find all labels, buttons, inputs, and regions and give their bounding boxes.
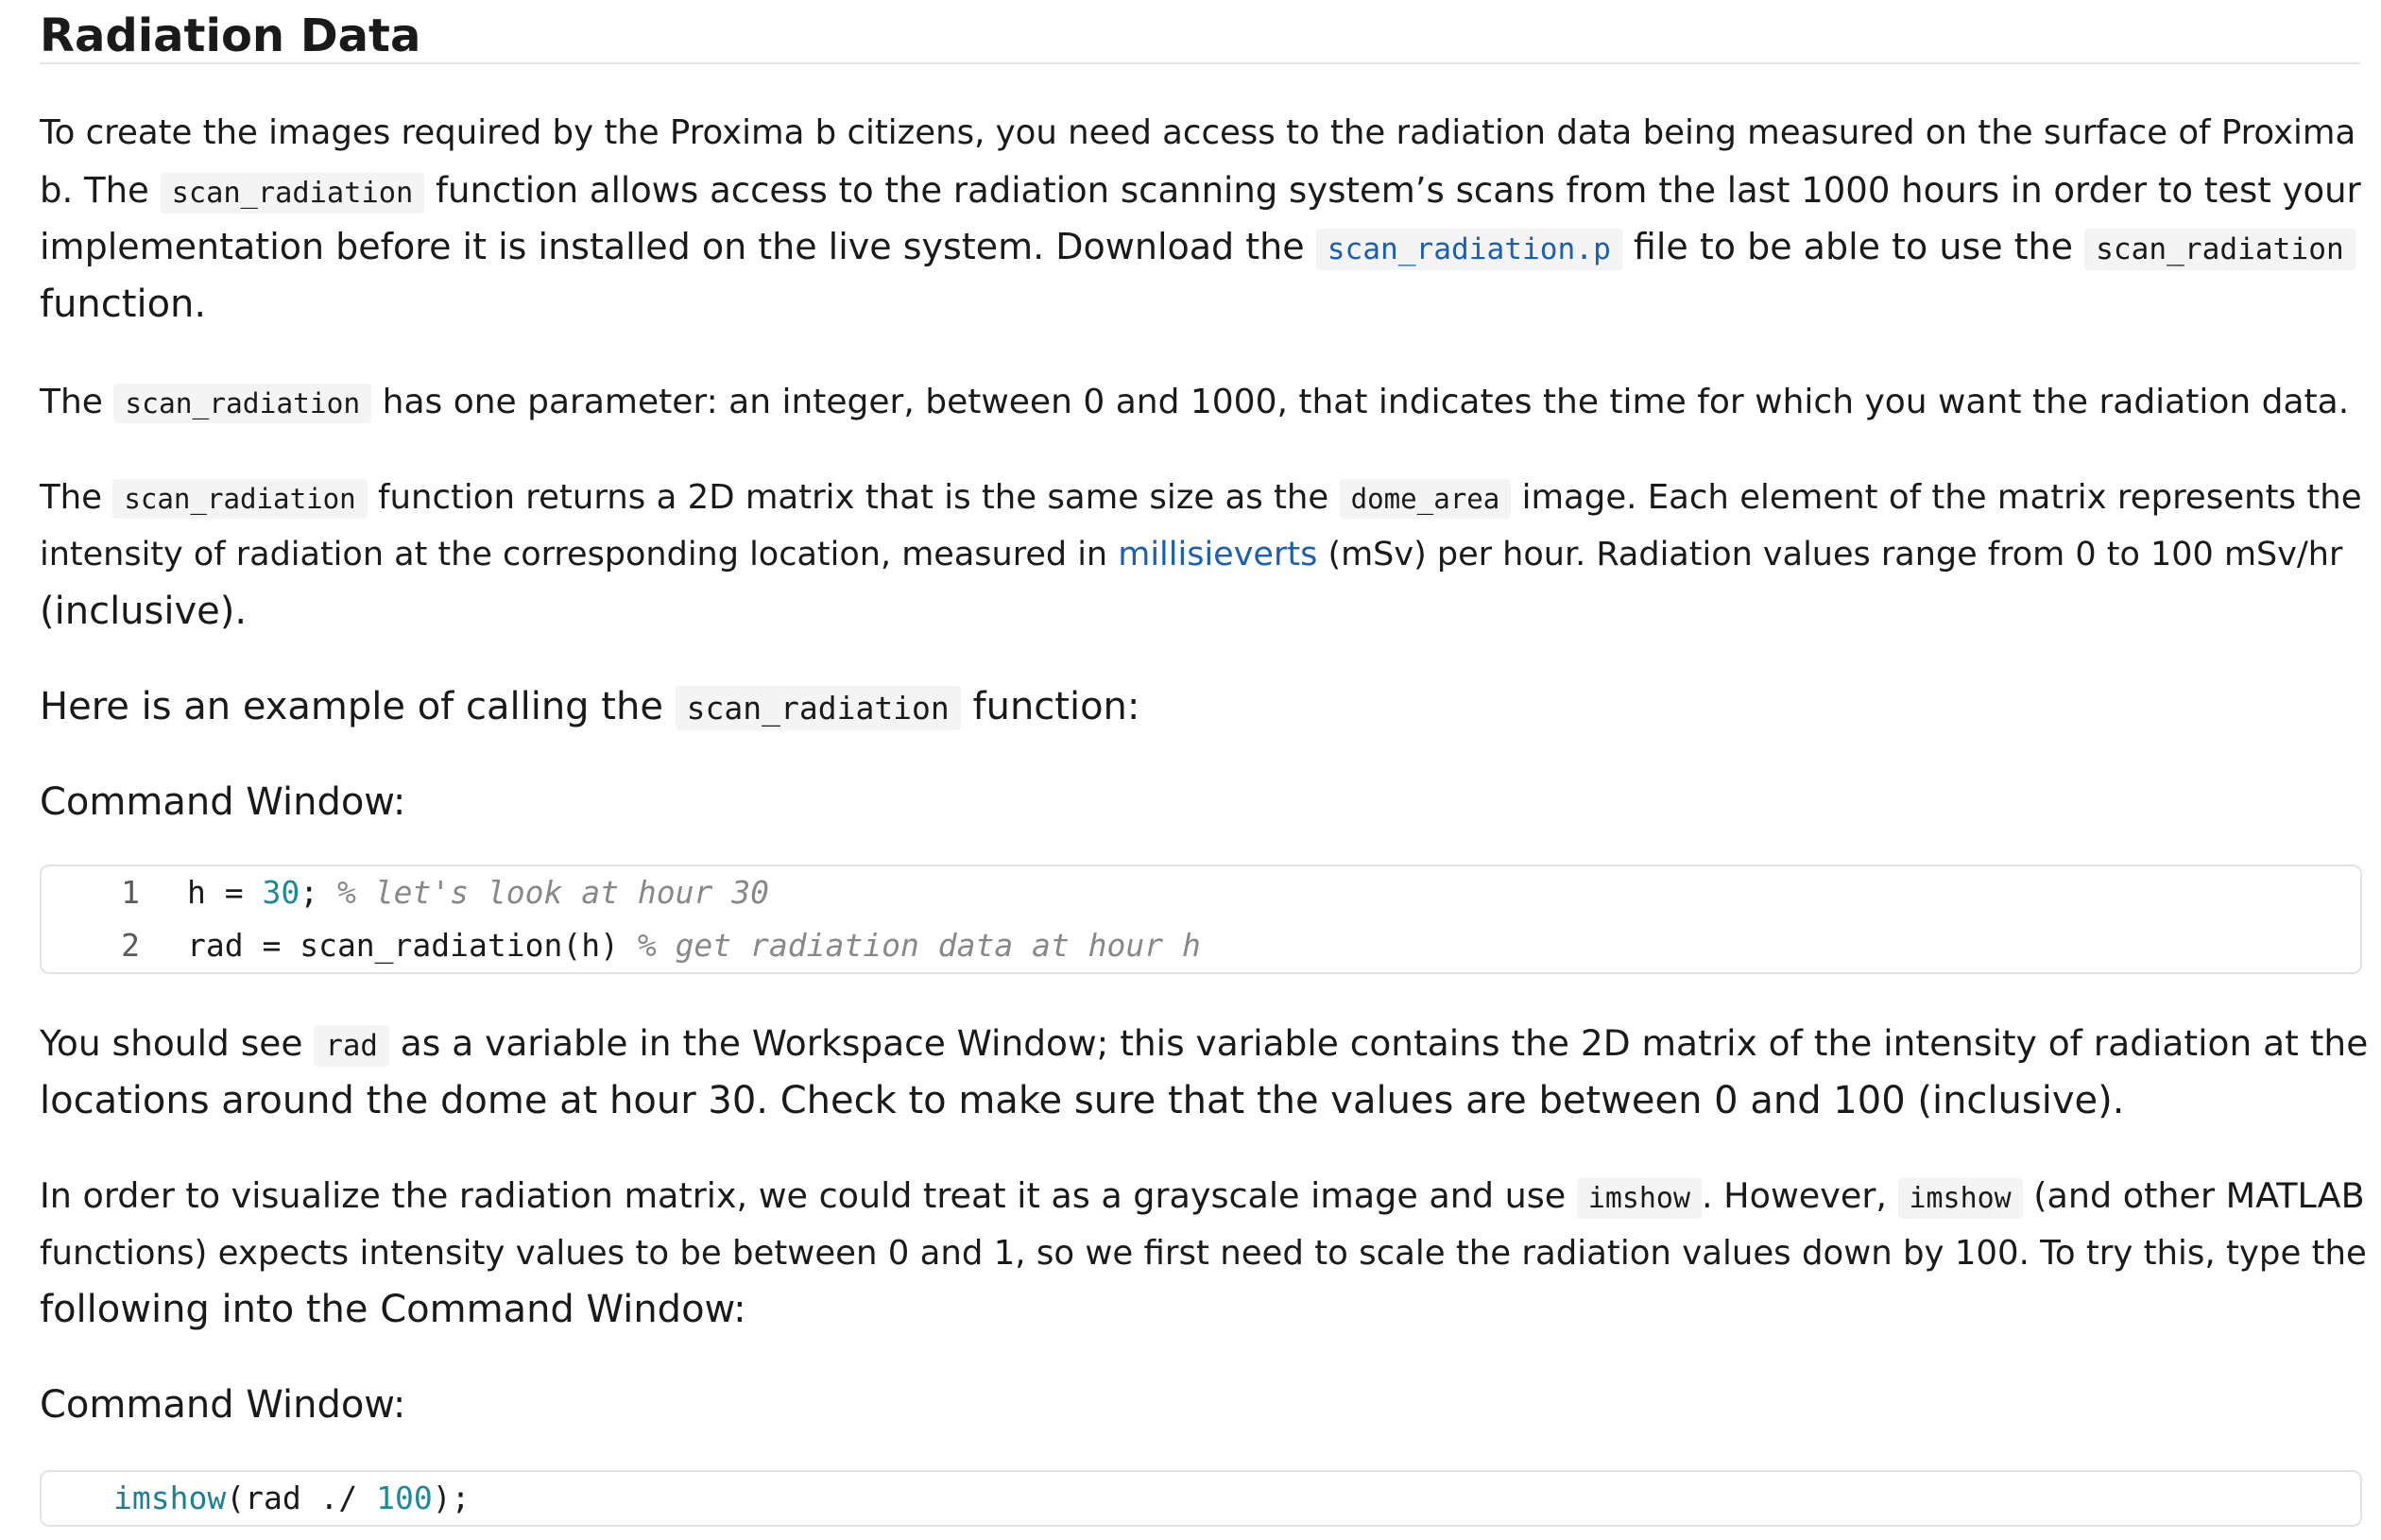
- paragraph-line: functions) expects intensity values to be between 0 and 1, so we first need to scale the radiation values down by 100. To try this, type the: [40, 1234, 2367, 1273]
- inline-code: scan_radiation: [676, 686, 961, 730]
- paragraph-line: The scan_radiation has one parameter: an integer, between 0 and 1000, that indicates the time for which you want the radiation data.: [40, 383, 2350, 421]
- paragraph-line: following into the Command Window:: [40, 1288, 746, 1331]
- paragraph-line: b. The scan_radiation function allows access to the radiation scanning system’s scans from the last 1000 hours in order to test your: [40, 162, 2361, 222]
- command-window-label: Command Window:: [40, 1383, 406, 1427]
- code-line: 2 rad = scan_radiation(h) % get radiation data at hour h: [42, 919, 1201, 972]
- inline-code: dome_area: [1340, 479, 1512, 519]
- paragraph-line: Here is an example of calling the scan_radiation function:: [40, 685, 1140, 728]
- paragraph-line: To create the images required by the Proxima b citizens, you need access to the radiation data being measured on the surface of Proxima: [40, 113, 2356, 152]
- inline-code: scan_radiation: [161, 173, 425, 214]
- code-comment: % let's look at hour 30: [336, 874, 769, 911]
- paragraph-line: (inclusive).: [40, 590, 248, 633]
- command-window-label: Command Window:: [40, 780, 406, 824]
- code-comment: % get radiation data at hour h: [637, 927, 1201, 964]
- code-function: imshow: [113, 1480, 227, 1516]
- line-number: 2: [121, 927, 140, 964]
- heading-divider: [40, 62, 2360, 64]
- inline-code: scan_radiation: [113, 384, 371, 423]
- line-number: 1: [121, 874, 140, 911]
- paragraph-line: The scan_radiation function returns a 2D matrix that is the same size as the dome_area image. Each element of the matrix represents the: [40, 478, 2362, 517]
- section-heading: Radiation Data: [40, 9, 421, 62]
- inline-code: scan_radiation: [2084, 229, 2355, 270]
- code-block[interactable]: [40, 1470, 2362, 1527]
- millisieverts-link[interactable]: millisieverts: [1118, 536, 1318, 573]
- paragraph-line: You should see rad as a variable in the Workspace Window; this variable contains the 2D matrix of the intensity of radiation at the: [40, 1015, 2368, 1075]
- inline-code: rad: [314, 1025, 389, 1067]
- paragraph-line: locations around the dome at hour 30. Check to make sure that the values are between 0 and 100 (inclusive).: [40, 1079, 2125, 1122]
- inline-code: imshow: [1898, 1178, 2023, 1219]
- inline-code: scan_radiation: [112, 479, 367, 519]
- paragraph-line: In order to visualize the radiation matrix, we could treat it as a grayscale image and use imshow . However, imshow (and other MATLAB: [40, 1167, 2365, 1227]
- scan-radiation-download-link[interactable]: scan_radiation.p: [1316, 229, 1622, 270]
- code-line: 1 h = 30; % let's look at hour 30: [42, 866, 769, 919]
- paragraph-line: function.: [40, 282, 207, 326]
- inline-code: imshow: [1577, 1178, 1702, 1219]
- code-block[interactable]: [40, 864, 2362, 974]
- paragraph-line: intensity of radiation at the corresponding location, measured in millisieverts (mSv) per hour. Radiation values range from 0 to 100 mSv/hr: [40, 536, 2343, 573]
- code-line: imshow(rad ./ 100);: [113, 1480, 471, 1516]
- paragraph-line: implementation before it is installed on the live system. Download the scan_radiation.p file to be able to use the scan_radiation: [40, 218, 2355, 279]
